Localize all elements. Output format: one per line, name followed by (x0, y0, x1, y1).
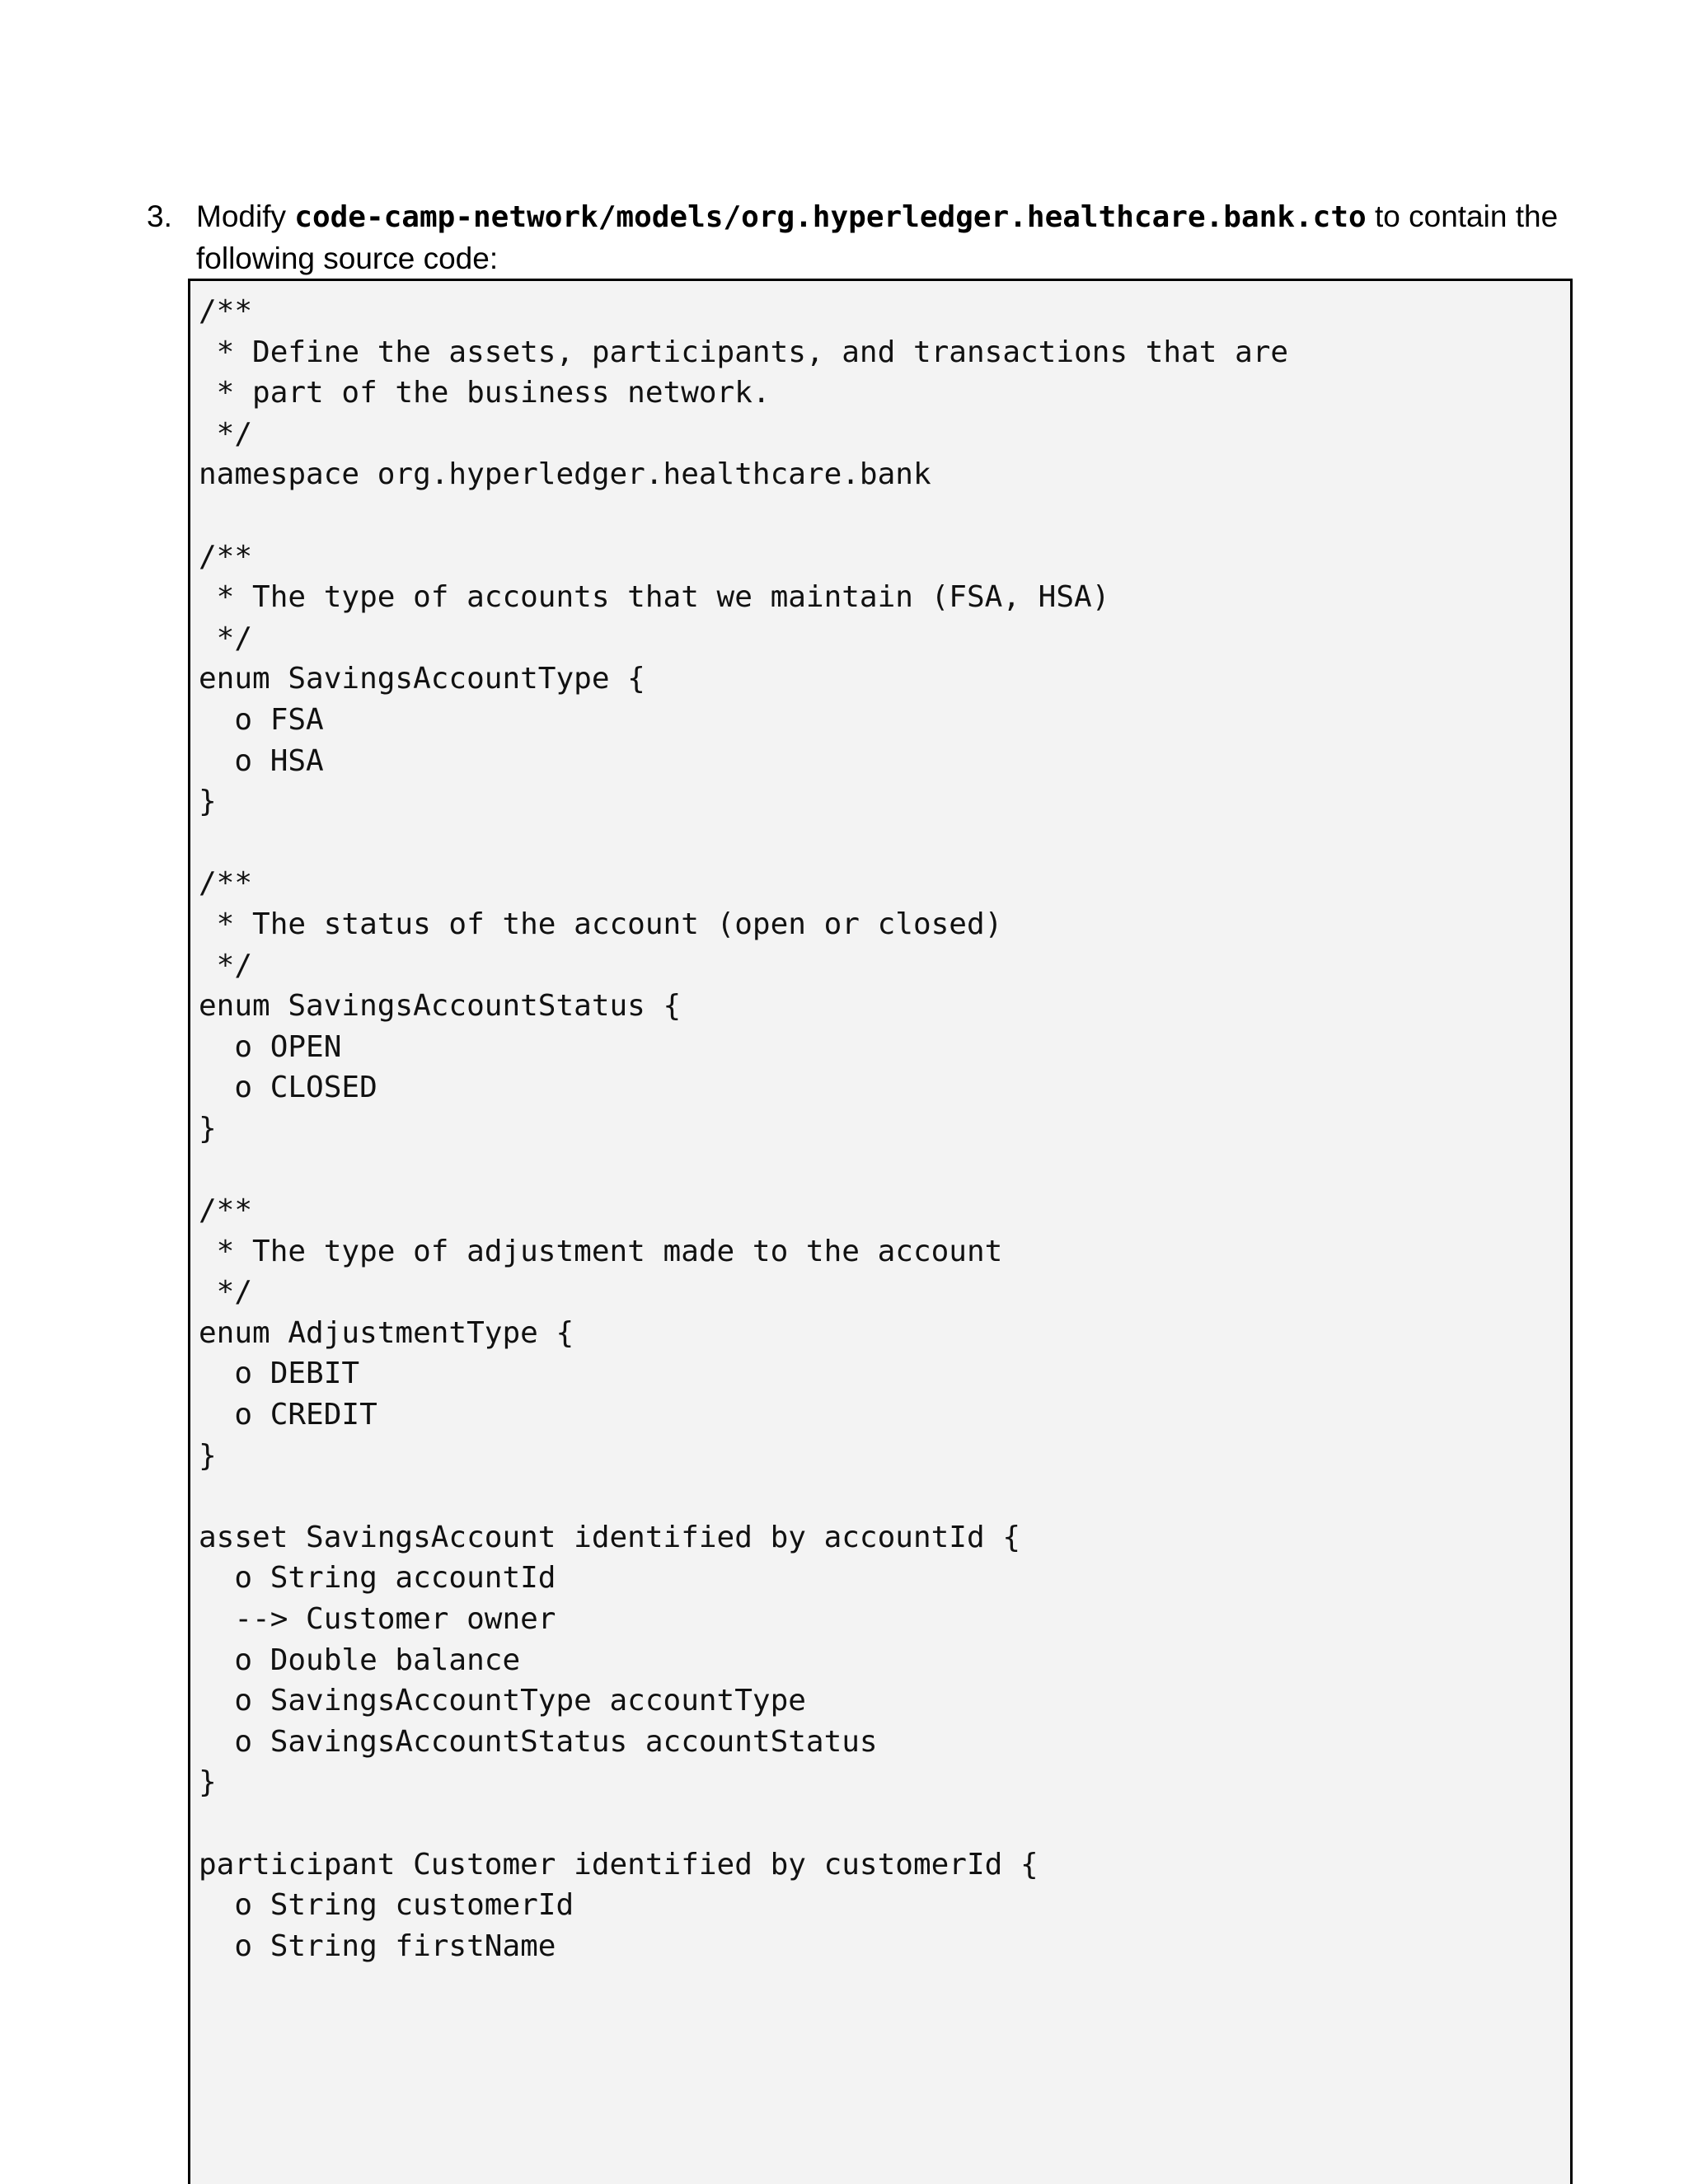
code-line: /** (199, 866, 253, 901)
code-line: */ (199, 621, 253, 655)
source-code (190, 281, 1570, 1966)
step-intro: Modify (196, 199, 295, 233)
code-line: o String firstName (199, 1929, 556, 1963)
code-line: o SavingsAccountType accountType (199, 1684, 806, 1718)
code-line: o DEBIT (199, 1357, 360, 1391)
step-text (196, 196, 1581, 279)
code-block (188, 279, 1573, 2184)
code-line: o CLOSED (199, 1071, 377, 1105)
code-line: /** (199, 1193, 253, 1228)
code-line: */ (199, 948, 253, 982)
code-line: */ (199, 416, 253, 451)
code-line: enum SavingsAccountType { (199, 662, 645, 696)
code-line: asset SavingsAccount identified by accountId { (199, 1520, 1020, 1554)
code-line: } (199, 785, 217, 819)
file-path: code-camp-network/models/org.hyperledger.healthcare.bank.cto (294, 200, 1367, 234)
code-line: enum SavingsAccountStatus { (199, 989, 682, 1024)
code-line: o Double balance (199, 1643, 521, 1677)
code-line: participant Customer identified by customerId { (199, 1847, 1039, 1882)
code-line: * part of the business network. (199, 376, 771, 410)
code-line: } (199, 1111, 217, 1146)
code-line: /** (199, 539, 253, 574)
code-line: } (199, 1765, 217, 1800)
code-line: o OPEN (199, 1029, 342, 1064)
code-line: o FSA (199, 702, 324, 737)
step-number: 3. (147, 199, 172, 233)
step-outro: to contain the following source code: (196, 199, 1559, 275)
code-line: /** (199, 294, 253, 328)
code-line: * The type of adjustment made to the account (199, 1234, 1003, 1268)
code-line: */ (199, 1275, 253, 1310)
code-line: o String accountId (199, 1561, 556, 1596)
code-line: o HSA (199, 743, 324, 778)
code-line: * The status of the account (open or closed) (199, 907, 1003, 941)
code-line: * The type of accounts that we maintain (FSA, HSA) (199, 580, 1110, 615)
code-line: namespace org.hyperledger.healthcare.bank (199, 457, 931, 492)
code-line: } (199, 1438, 217, 1473)
code-line: o String customerId (199, 1888, 574, 1923)
code-line: * Define the assets, participants, and transactions that are (199, 335, 1289, 369)
code-line: --> Customer owner (199, 1602, 556, 1636)
code-line: enum AdjustmentType { (199, 1315, 574, 1350)
code-line: o CREDIT (199, 1398, 377, 1432)
code-line: o SavingsAccountStatus accountStatus (199, 1724, 878, 1759)
